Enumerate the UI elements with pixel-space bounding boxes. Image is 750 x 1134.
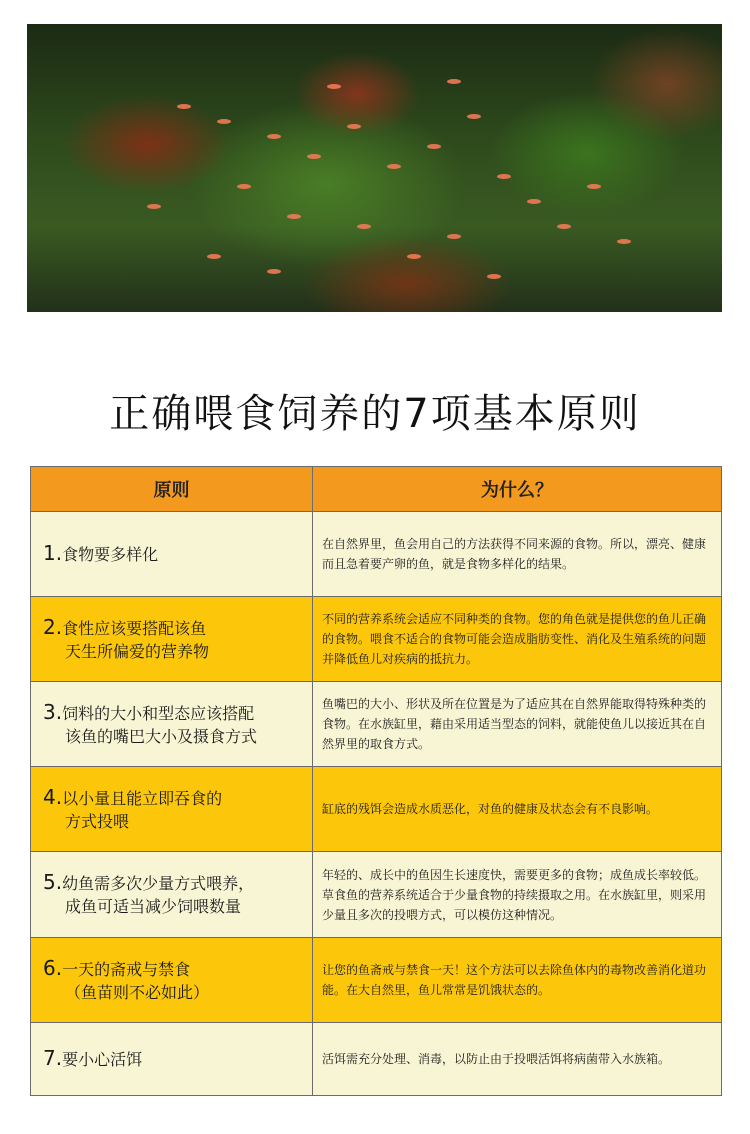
rule-number: 3. [43,699,63,724]
fish [447,234,461,239]
fish [357,224,371,229]
fish [407,254,421,259]
header-why: 为什么？ [313,467,722,512]
rule-text-line2: 方式投喂 [65,811,130,831]
rule-text: 要小心活饵 [62,1050,143,1069]
fish [387,164,401,169]
principle-cell [31,938,313,1023]
fish [287,214,301,219]
rule-number: 5. [43,870,63,894]
fish [267,134,281,139]
table-header-row [31,467,722,512]
fish [327,84,341,89]
reason-cell: 年轻的、成长中的鱼因生长速度快，需要更多的食物；成鱼成长率较低。草食鱼的营养系统适合于少量食物的持续摄取之用。在水族缸里，则采用少量且多次的投喂方式，可以模仿这种情况。 [313,852,722,938]
table-row [31,682,722,767]
table-row [31,767,722,852]
principle-cell [31,852,313,938]
rule-text: 一天的斋戒与禁食 [62,959,191,979]
principle-cell [31,1023,313,1096]
rule-number: 4. [43,784,63,809]
fish [237,184,251,189]
header-principle: 原则 [31,467,313,512]
page-title: 正确喂食饲养的7项基本原则 [109,391,641,437]
principle-cell [31,767,313,852]
fish [557,224,571,229]
fish [527,199,541,204]
fish [147,204,161,209]
fish [267,269,281,274]
table-row [31,938,722,1023]
rule-text-line2: （鱼苗则不必如此） [65,982,210,1002]
rule-text-line2: 成鱼可适当减少饲喂数量 [65,897,242,916]
reason-cell: 缸底的残饵会造成水质恶化，对鱼的健康及状态会有不良影响。 [313,767,722,852]
principle-cell [31,597,313,682]
rule-text: 饲料的大小和型态应该搭配 [62,703,255,723]
rule-text: 食物要多样化 [62,545,159,564]
fish [347,124,361,129]
fish [467,114,481,119]
rule-number: 7. [43,1046,63,1070]
fish [447,79,461,84]
fish [487,274,501,279]
table-row [31,597,722,682]
principles-table [30,466,722,1096]
reason-cell: 不同的营养系统会适应不同种类的食物。您的角色就是提供您的鱼儿正确的食物。喂食不适合的食物可能会造成脂肪变性、消化及生殖系统的问题并降低鱼儿对疾病的抵抗力。 [313,597,722,682]
reason-cell: 让您的鱼斋戒与禁食一天！这个方法可以去除鱼体内的毒物改善消化道功能。在大自然里，鱼儿常常是饥饿状态的。 [313,938,722,1023]
fish [617,239,631,244]
fish [307,154,321,159]
fish [177,104,191,109]
fish [207,254,221,259]
reason-cell: 在自然界里，鱼会用自己的方法获得不同来源的食物。所以，漂亮、健康而且急着要产卵的鱼，就是食物多样化的结果。 [313,512,722,597]
reason-cell: 活饵需充分处理、消毒，以防止由于投喂活饵将病菌带入水族箱。 [313,1023,722,1096]
table-row [31,852,722,938]
table-row [31,512,722,597]
rule-number: 2. [43,614,63,639]
fish [587,184,601,189]
rule-text-line2: 该鱼的嘴巴大小及摄食方式 [65,726,258,746]
fish [497,174,511,179]
rule-number: 6. [43,955,63,980]
rule-text-line2: 天生所偏爱的营养物 [65,641,210,661]
rule-text: 食性应该要搭配该鱼 [62,618,207,638]
aquarium-hero-image [27,24,722,312]
reason-cell: 鱼嘴巴的大小、形状及所在位置是为了适应其在自然界能取得特殊种类的食物。在水族缸里，藉由采用适当型态的饲料，就能使鱼儿以接近其在自然界里的取食方式。 [313,682,722,767]
fish [427,144,441,149]
rule-number: 1. [43,541,63,565]
principle-cell [31,512,313,597]
table-row [31,1023,722,1096]
fish [217,119,231,124]
rule-text: 以小量且能立即吞食的 [62,788,223,808]
principle-cell [31,682,313,767]
rule-text: 幼鱼需多次少量方式喂养， [62,874,255,893]
